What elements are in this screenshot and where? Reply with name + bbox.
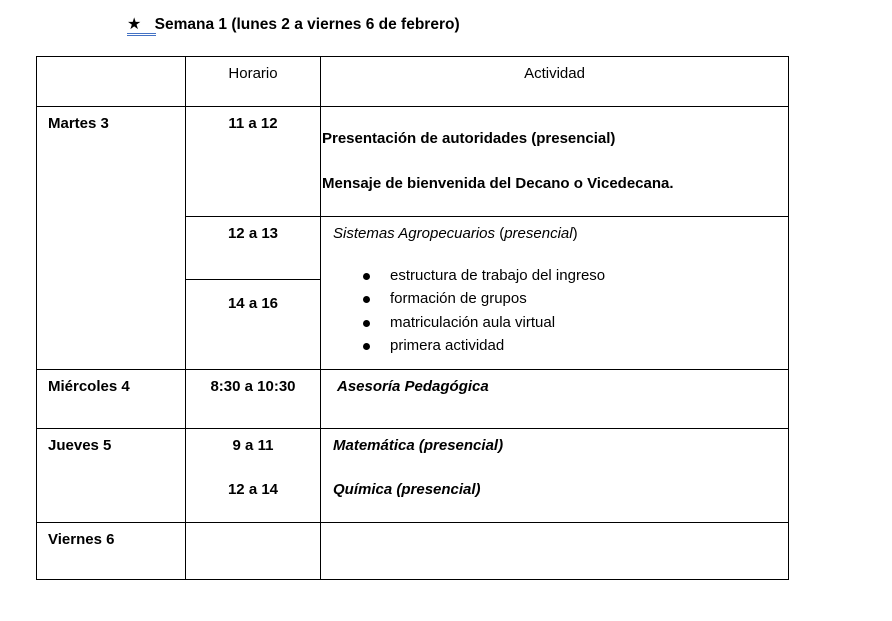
bullet-icon bbox=[363, 273, 370, 280]
activity-bullet-list bbox=[361, 267, 605, 360]
time-cell: 8:30 a 10:30 bbox=[210, 378, 296, 395]
row-divider bbox=[36, 522, 789, 523]
column-divider bbox=[320, 56, 321, 580]
table-border-top bbox=[36, 56, 789, 57]
star-underline bbox=[127, 33, 156, 36]
activity-cell: Mensaje de bienvenida del Decano o Vicedecana. bbox=[322, 175, 674, 192]
activity-cell: Matemática (presencial) bbox=[333, 437, 504, 454]
day-miercoles: Miércoles 4 bbox=[48, 378, 130, 395]
day-viernes: Viernes 6 bbox=[48, 531, 115, 548]
activity-title: Sistemas Agropecuarios bbox=[333, 225, 496, 242]
bullet-icon bbox=[363, 343, 370, 350]
day-jueves: Jueves 5 bbox=[48, 437, 112, 454]
list-item-text: estructura de trabajo del ingreso bbox=[390, 267, 606, 284]
activity-cell bbox=[333, 225, 578, 242]
paren: ( bbox=[499, 225, 505, 242]
time-cell: 12 a 13 bbox=[227, 225, 279, 242]
week-title: Semana 1 (lunes 2 a viernes 6 de febrero) bbox=[154, 16, 460, 33]
day-martes: Martes 3 bbox=[48, 115, 109, 132]
list-item-text: formación de grupos bbox=[390, 290, 527, 308]
slot-divider bbox=[185, 216, 789, 217]
time-cell: 9 a 11 bbox=[232, 437, 274, 454]
time-cell: 14 a 16 bbox=[227, 295, 279, 312]
table-border-right bbox=[788, 56, 789, 580]
header-divider bbox=[36, 106, 789, 107]
row-divider bbox=[36, 428, 789, 429]
paren: ) bbox=[572, 225, 578, 242]
time-cell: 12 a 14 bbox=[227, 481, 279, 498]
column-divider bbox=[185, 56, 186, 580]
list-item bbox=[361, 290, 605, 313]
table-border-bottom bbox=[36, 579, 789, 580]
activity-cell: Presentación de autoridades (presencial) bbox=[322, 130, 616, 147]
activity-cell: Química (presencial) bbox=[333, 481, 481, 498]
table-border-left bbox=[36, 56, 37, 580]
bullet-icon bbox=[363, 320, 370, 327]
list-item bbox=[361, 314, 605, 337]
schedule-table bbox=[36, 56, 789, 580]
activity-cell: Asesoría Pedagógica bbox=[337, 378, 489, 395]
list-item-text: matriculación aula virtual bbox=[390, 313, 556, 331]
time-divider bbox=[185, 279, 320, 280]
bullet-icon bbox=[363, 296, 370, 303]
list-item bbox=[361, 337, 605, 360]
header-activity: Actividad bbox=[524, 65, 585, 82]
row-divider bbox=[36, 369, 789, 370]
time-cell: 11 a 12 bbox=[228, 115, 278, 132]
list-item-text: primera actividad bbox=[390, 336, 505, 354]
activity-mode: presencial bbox=[504, 225, 573, 242]
star-icon: ★ bbox=[127, 16, 142, 33]
header-schedule: Horario bbox=[228, 65, 278, 82]
week-heading bbox=[127, 14, 460, 34]
list-item bbox=[361, 267, 605, 290]
